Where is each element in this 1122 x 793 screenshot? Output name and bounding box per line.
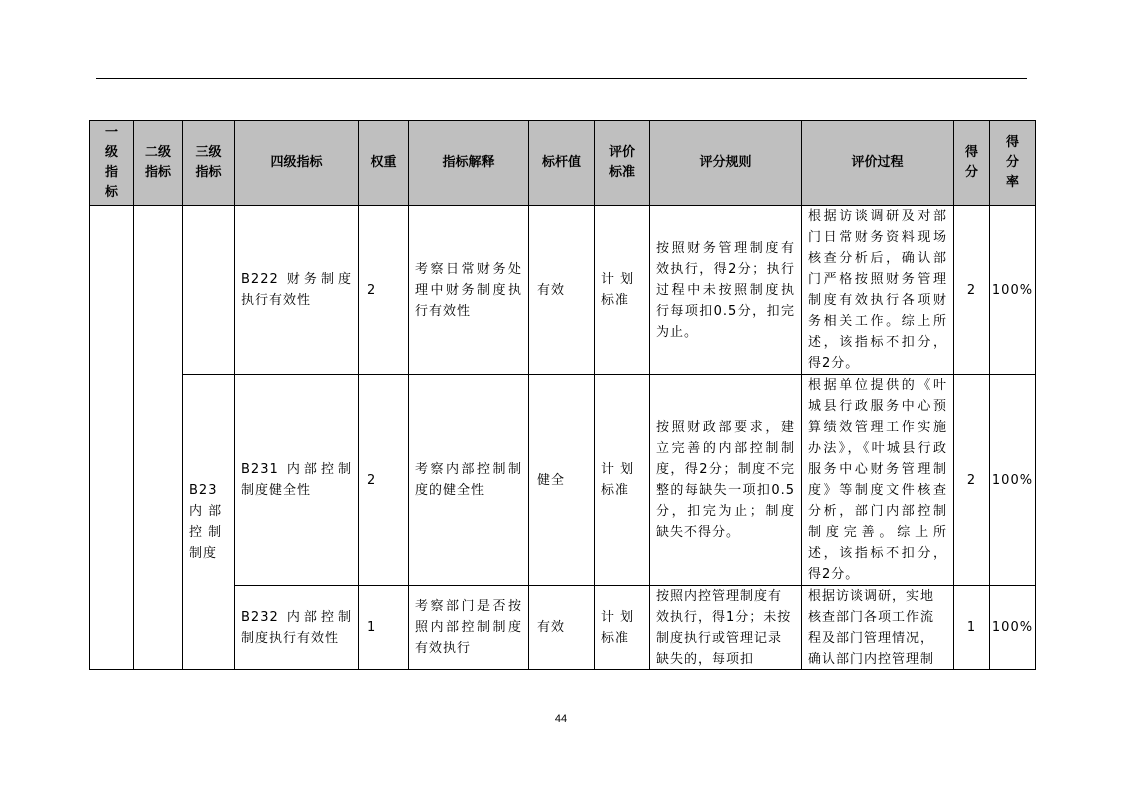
- header-explain: 指标解释: [409, 121, 529, 206]
- header-weight: 权重: [359, 121, 409, 206]
- cell-l4: B222 财务制度执行有效性: [235, 206, 359, 375]
- cell-weight: 2: [359, 206, 409, 375]
- cell-standard: 计 划标准: [595, 206, 650, 375]
- cell-rules: 按照财政部要求，建立完善的内部控制制度，得2分；制度不完整的每缺失一项扣0.5分，扣完为止；制度缺失不得分。: [650, 375, 802, 586]
- cell-standard: 计 划标准: [595, 375, 650, 586]
- cell-weight: 1: [359, 586, 409, 670]
- cell-rate: 100%: [990, 586, 1036, 670]
- header-l2: 二级指标: [134, 121, 183, 206]
- header-l3: 三级指标: [183, 121, 235, 206]
- header-process: 评价过程: [802, 121, 954, 206]
- evaluation-table: [89, 120, 1036, 670]
- cell-l4: B231 内部控制制度健全性: [235, 375, 359, 586]
- header-l1: 一级指标: [90, 121, 134, 206]
- cell-l3-b23: B23 内 部 控 制 制度: [183, 375, 235, 670]
- cell-rules: 按照财务管理制度有效执行，得2分；执行过程中未按照制度执行每项扣0.5分，扣完为止。: [650, 206, 802, 375]
- page-number: 44: [554, 713, 568, 725]
- cell-l1-empty: [90, 206, 134, 670]
- cell-process: [802, 586, 954, 670]
- cell-explain: 考察内部控制制度的健全性: [409, 375, 529, 586]
- cell-l4: B232 内部控制制度执行有效性: [235, 586, 359, 670]
- cell-score: 1: [954, 586, 990, 670]
- cell-process-text: 根据访谈调研，实地核查部门各项工作流程及部门管理情况，确认部门内控管理制: [808, 589, 935, 667]
- cell-rules-text: 按照内控管理制度有效执行，得1分；未按制度执行或管理记录缺失的，每项扣: [656, 589, 792, 667]
- cell-score: 2: [954, 206, 990, 375]
- cell-benchmark: 有效: [529, 206, 595, 375]
- table-header-row: [90, 121, 1036, 206]
- header-rate: 得分率: [990, 121, 1036, 206]
- cell-process: 根据访谈调研及对部门日常财务资料现场核查分析后，确认部门严格按照财务管理制度有效执行各项财务相关工作。综上所述，该指标不扣分，得2分。: [802, 206, 954, 375]
- cell-l2-empty: [134, 206, 183, 670]
- cell-rate: 100%: [990, 375, 1036, 586]
- cell-l3-empty: [183, 206, 235, 375]
- cell-rules: [650, 586, 802, 670]
- header-rule: [96, 78, 1027, 79]
- header-l4: 四级指标: [235, 121, 359, 206]
- cell-process: 根据单位提供的《叶城县行政服务中心预算绩效管理工作实施办法》，《叶城县行政服务中心财务管理制度》等制度文件核查分析，部门内部控制制度完善。综上所述，该指标不扣分，得2分。: [802, 375, 954, 586]
- table-row: [90, 375, 1036, 586]
- header-rules: 评分规则: [650, 121, 802, 206]
- header-score: 得分: [954, 121, 990, 206]
- header-standard: 评价标准: [595, 121, 650, 206]
- cell-benchmark: 健全: [529, 375, 595, 586]
- cell-benchmark: 有效: [529, 586, 595, 670]
- cell-explain: 考察日常财务处理中财务制度执行有效性: [409, 206, 529, 375]
- cell-standard: 计 划标准: [595, 586, 650, 670]
- cell-score: 2: [954, 375, 990, 586]
- cell-rate: 100%: [990, 206, 1036, 375]
- table-row: [90, 206, 1036, 375]
- cell-weight: 2: [359, 375, 409, 586]
- header-benchmark: 标杆值: [529, 121, 595, 206]
- cell-explain: 考察部门是否按照内部控制制度有效执行: [409, 586, 529, 670]
